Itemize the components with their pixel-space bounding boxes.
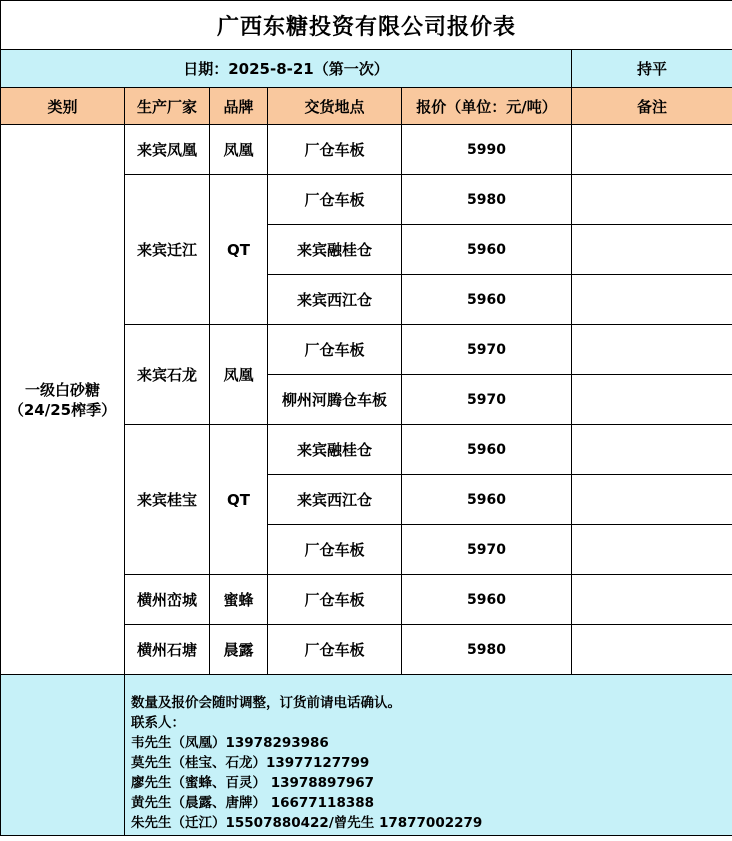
- delivery-cell: 来宾西江仓: [268, 275, 402, 325]
- delivery-cell: 厂仓车板: [268, 325, 402, 375]
- manufacturer-cell: 横州石塘: [125, 625, 210, 675]
- manufacturer-cell: 来宾迁江: [125, 175, 210, 325]
- manufacturer-cell: 来宾凤凰: [125, 125, 210, 175]
- notes-block: [125, 675, 732, 833]
- brand-cell: 晨露: [210, 625, 268, 675]
- header-price: 报价（单位：元/吨）: [402, 88, 572, 125]
- header-manufacturer: 生产厂家: [125, 88, 210, 125]
- price-cell: 5970: [402, 325, 572, 375]
- brand-cell: QT: [210, 425, 268, 575]
- price-cell: 5970: [402, 525, 572, 575]
- remark-cell: [572, 275, 732, 325]
- price-cell: 5970: [402, 375, 572, 425]
- contact-line: 莫先生（桂宝、石龙）13977127799: [131, 755, 370, 771]
- category-cell: [1, 125, 125, 675]
- remark-cell: [572, 475, 732, 525]
- brand-cell: QT: [210, 175, 268, 325]
- remark-cell: [572, 375, 732, 425]
- header-category: 类别: [1, 88, 125, 125]
- category-line-2: （24/25榨季）: [8, 400, 117, 419]
- remark-cell: [572, 225, 732, 275]
- contact-line: 廖先生（蜜蜂、百灵） 13978897967: [131, 775, 375, 791]
- contact-line: 黄先生（晨露、唐牌） 16677118388: [131, 795, 375, 811]
- brand-cell: 蜜蜂: [210, 575, 268, 625]
- category-line-1: 一级白砂糖: [24, 380, 100, 399]
- delivery-cell: 来宾融桂仓: [268, 425, 402, 475]
- header-brand: 品牌: [210, 88, 268, 125]
- price-cell: 5960: [402, 275, 572, 325]
- footer-row: [1, 675, 732, 836]
- remark-cell: [572, 125, 732, 175]
- contact-line: 朱先生（迁江）15507880422/曾先生 17877002279: [131, 815, 483, 831]
- remark-cell: [572, 425, 732, 475]
- manufacturer-cell: 来宾桂宝: [125, 425, 210, 575]
- delivery-cell: 厂仓车板: [268, 575, 402, 625]
- notes-cell: [125, 675, 732, 836]
- remark-cell: [572, 625, 732, 675]
- notice-text: 数量及报价会随时调整，订货前请电话确认。: [131, 695, 401, 711]
- price-cell: 5960: [402, 575, 572, 625]
- brand-cell: 凤凰: [210, 125, 268, 175]
- table-row: [1, 125, 732, 175]
- date-line: 日期：2025-8-21（第一次）: [1, 50, 572, 88]
- price-cell: 5960: [402, 475, 572, 525]
- remark-cell: [572, 525, 732, 575]
- delivery-cell: 厂仓车板: [268, 625, 402, 675]
- price-cell: 5960: [402, 225, 572, 275]
- remark-cell: [572, 575, 732, 625]
- price-cell: 5980: [402, 625, 572, 675]
- brand-cell: 凤凰: [210, 325, 268, 425]
- delivery-cell: 厂仓车板: [268, 175, 402, 225]
- delivery-cell: 厂仓车板: [268, 525, 402, 575]
- remark-cell: [572, 325, 732, 375]
- price-cell: 5960: [402, 425, 572, 475]
- delivery-cell: 厂仓车板: [268, 125, 402, 175]
- manufacturer-cell: 来宾石龙: [125, 325, 210, 425]
- header-remark: 备注: [572, 88, 732, 125]
- price-cell: 5990: [402, 125, 572, 175]
- delivery-cell: 柳州河腾仓车板: [268, 375, 402, 425]
- footer-left-cell: [1, 675, 125, 836]
- remark-cell: [572, 175, 732, 225]
- contact-line: 韦先生（凤凰）13978293986: [131, 735, 329, 751]
- header-delivery: 交货地点: [268, 88, 402, 125]
- price-cell: 5980: [402, 175, 572, 225]
- trend-status: 持平: [572, 50, 732, 88]
- page-title: 广西东糖投资有限公司报价表: [1, 1, 732, 50]
- manufacturer-cell: 横州峦城: [125, 575, 210, 625]
- delivery-cell: 来宾西江仓: [268, 475, 402, 525]
- contact-heading: 联系人：: [131, 715, 185, 731]
- delivery-cell: 来宾融桂仓: [268, 225, 402, 275]
